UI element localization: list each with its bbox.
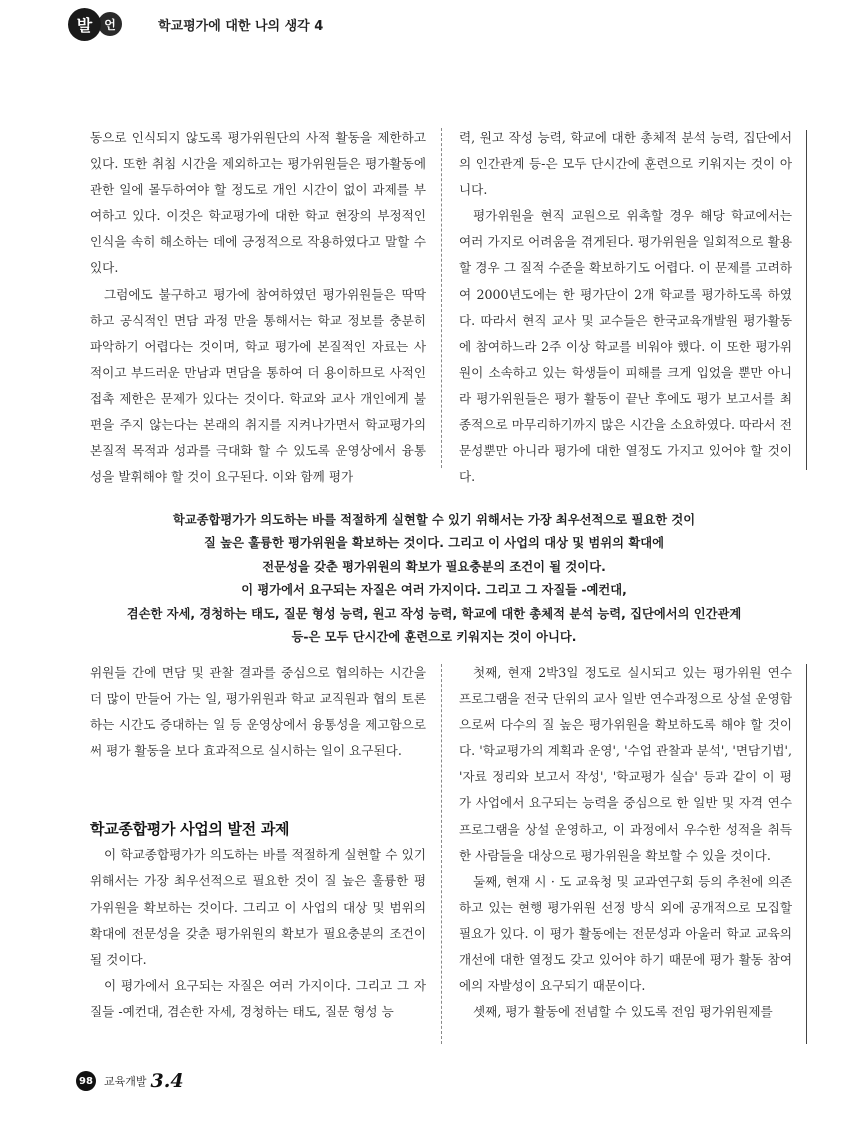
paragraph: 그럼에도 불구하고 평가에 참여하였던 평가위원들은 딱딱하고 공식적인 면담 과정 만을 통해서는 학교 정보를 충분히 파악하기 어렵다는 것이며, 학교 평가에 본질적인 자료는 사적이고 부드러운 만남과 면담을 통하여 더 용이하므로 사적인 접촉 제한은 문제가 있다는 것이다. 학교와 교사 개인에게 불편을 주지 않는다는 본래의 취지를 지켜나가면서 학교평가의 본질적 목적과 성과를 극대화 할 수 있도록 운영상에서 융통성을 발휘해야 할 것이 요구된다. 이와 함께 평가 bbox=[90, 286, 426, 485]
paragraph: 평가위원을 현직 교원으로 위촉할 경우 해당 학교에서는 여러 가지로 어려움을 겪게된다. 평가위원을 일회적으로 활용할 경우 그 질적 수준을 확보하기도 어렵다. 이 문제를 고려하여 2000년도에는 한 평가단이 2개 학교를 평가하도록 하였다. 따라서 현직 교사 및 교수들은 한국교육개발원 평가활동에 참여하느라 2주 이상 학교를 비워야 했다. 이 또한 평가위원이 소속하고 있는 학생들이 피해를 크게 입었을 뿐만 아니라 평가위원들은 평가 활동이 끝난 후에도 평가 보고서를 최종적으로 마무리하기까지 많은 시간을 소요하였다. 따라서 전문성뿐만 아니라 평가에 대한 열정도 가지고 있어야 할 것이다. bbox=[459, 208, 792, 485]
paragraph: 이 학교종합평가가 의도하는 바를 적절하게 실현할 수 있기 위해서는 가장 최우선적으로 필요한 것이 질 높은 훌륭한 평가위원을 확보하는 것이다. 그리고 이 사업의 대상 및 범위의 확대에 전문성을 갖춘 평가위원의 확보가 필요충분의 조건이 될 것이다. bbox=[90, 847, 426, 967]
right-margin-rule bbox=[806, 664, 807, 1044]
page-footer bbox=[76, 1070, 184, 1092]
pull-quote bbox=[120, 509, 748, 649]
issue-number: 3.4 bbox=[150, 1070, 184, 1092]
paragraph: 동으로 인식되지 않도록 평가위원단의 사적 활동을 제한하고 있다. 또한 취침 시간을 제외하고는 평가위원들은 평가활동에 관한 일에 몰두하여야 할 정도로 개인 시간이 없이 과제를 부여하고 있다. 이것은 학교평가에 대한 학교 현장의 부정적인 인식을 속히 해소하는 데에 긍정적으로 작용하였다고 말할 수 있다. bbox=[90, 130, 426, 276]
bottom-left-column bbox=[90, 660, 426, 1025]
section-badge: 발 bbox=[68, 8, 101, 41]
pull-quote-line: 겸손한 자세, 경청하는 태도, 질문 형성 능력, 원고 작성 능력, 학교에 대한 총체적 분석 능력, 집단에서의 인간관계 bbox=[126, 606, 742, 621]
section-heading: 학교종합평가 사업의 발전 과제 bbox=[90, 820, 290, 839]
paragraph: 력, 원고 작성 능력, 학교에 대한 총체적 분석 능력, 집단에서의 인간관계 등-은 모두 단시간에 훈련으로 키워지는 것이 아니다. bbox=[459, 130, 792, 198]
pull-quote-line: 학교종합평가가 의도하는 바를 적절하게 실현할 수 있기 위해서는 가장 최우선적으로 필요한 것이 bbox=[172, 513, 696, 527]
paragraph: 셋째, 평가 활동에 전념할 수 있도록 전임 평가위원제를 bbox=[473, 1004, 773, 1020]
column-divider bbox=[441, 128, 442, 468]
right-margin-rule bbox=[806, 130, 807, 470]
pull-quote-line: 전문성을 갖춘 평가위원의 확보가 필요충분의 조건이 될 것이다. bbox=[262, 559, 606, 574]
pull-quote-line: 등-은 모두 단시간에 훈련으로 키워지는 것이 아니다. bbox=[291, 630, 577, 645]
paragraph: 첫째, 현재 2박3일 정도로 실시되고 있는 평가위원 연수 프로그램을 전국 단위의 교사 일반 연수과정으로 상설 운영함으로써 다수의 질 높은 평가위원을 확보하도록 해야 할 것이다. '학교평가의 계획과 운영', '수업 관찰과 분석', '면담기법', '자료 정리와 보고서 작성', '학교평가 실습' 등과 같이 이 평가 사업에서 요구되는 능력을 중심으로 한 일반 및 자격 연수프로그램을 상설 운영하고, 이 과정에서 우수한 성적을 취득한 사람들을 대상으로 평가위원을 확보할 수 있을 것이다. bbox=[459, 665, 792, 863]
journal-name: 교육개발 bbox=[104, 1075, 147, 1088]
paragraph: 둘째, 현재 시 · 도 교육청 및 교과연구회 등의 추천에 의존하고 있는 현행 평가위원 선정 방식 외에 공개적으로 모집할 필요가 있다. 이 평가 활동에는 전문성과 아울러 학교 교육의 개선에 대한 열정도 갖고 있어야 하기 때문에 평가 활동 참여에의 자발성이 요구되기 때문이다. bbox=[459, 873, 792, 994]
pull-quote-line: 이 평가에서 요구되는 자질은 여러 가지이다. 그리고 그 자질들 -예컨대, bbox=[241, 583, 627, 598]
running-title: 학교평가에 대한 나의 생각 4 bbox=[158, 18, 324, 34]
paragraph: 이 평가에서 요구되는 자질은 여러 가지이다. 그리고 그 자질들 -예컨대, 겸손한 자세, 경청하는 태도, 질문 형성 능 bbox=[90, 977, 426, 1019]
top-left-column bbox=[90, 125, 426, 490]
pull-quote-line: 질 높은 훌륭한 평가위원을 확보하는 것이다. 그리고 이 사업의 대상 및 범위의 확대에 bbox=[204, 536, 664, 551]
paragraph: 위원들 간에 면담 및 관찰 결과를 중심으로 협의하는 시간을 더 많이 만들어 가는 일, 평가위원과 학교 교직원과 협의 토론하는 시간도 증대하는 일 등 운영상에서 융통성을 제고함으로써 평가 활동을 보다 효과적으로 실시하는 일이 요구된다. bbox=[90, 665, 426, 759]
section-badge-secondary: 언 bbox=[96, 10, 124, 38]
page-header bbox=[68, 6, 323, 42]
bottom-right-column bbox=[459, 660, 792, 1025]
column-divider bbox=[441, 664, 442, 1044]
top-right-column bbox=[459, 125, 792, 490]
page-number: 98 bbox=[76, 1071, 96, 1091]
